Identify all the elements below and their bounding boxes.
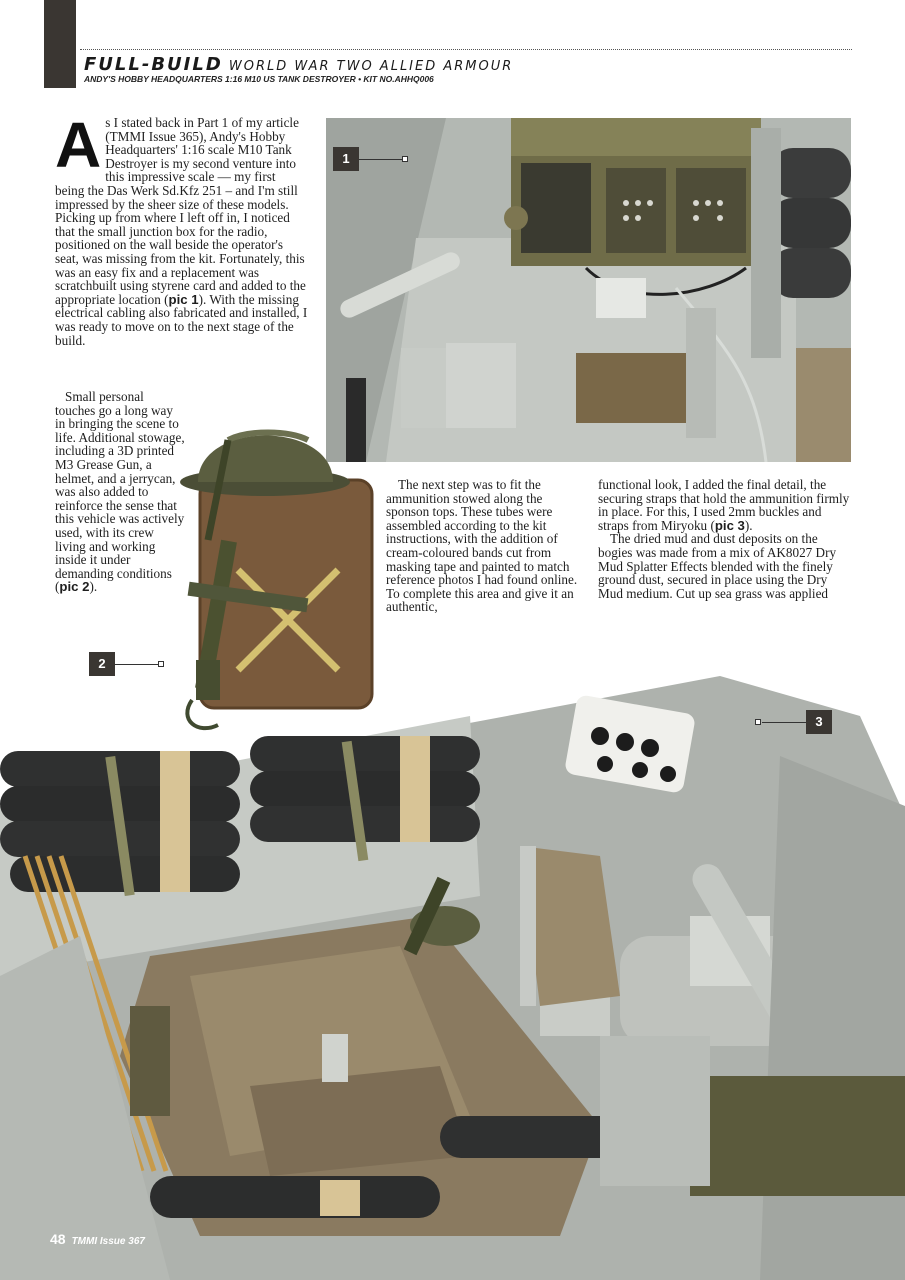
pic-ref-1: pic 1 — [168, 291, 199, 307]
magazine-issue: TMMI Issue 367 — [71, 1236, 145, 1247]
paragraph-straps-text: functional look, I added the final detail, the securing straps that hold the ammunition firmly in place. For this, I used 2mm buckles and straps from Miryoku ( — [598, 477, 850, 533]
paragraph-personal-touches-text: Small personal touches go a long way in bringing the scene to life. Additional stowage, including a 3D printed M3 Grease Gun, a helmet, and a jerrycan, was also added to reinforce the sense that this vehicle was actively used, with its crew living and working inside it under demanding conditions ( — [55, 389, 185, 595]
paragraph-intro-text: s I stated back in Part 1 of my article (TMMI Issue 365), Andy's Hobby Headquarters' 1:16 scale M10 Tank Destroyer is my second venture into this impressive scale — my first being the Das Werk Sd.Kfz 251 – and I'm still impressed by the sheer size of these models. Picking up from where I left off in, I noticed that the small junction box for the radio, positioned on the wall beside the operator's seat, was missing from the kit. Fortunately, this was an easy fix and a replacement was scratchbuilt using styrene card and added to the appropriate location ( — [55, 115, 306, 307]
page-subtitle: ANDY'S HOBBY HEADQUARTERS 1:16 M10 US TANK DESTROYER • KIT NO.AHHQ006 — [84, 74, 434, 84]
page-footer — [50, 1231, 145, 1247]
page-title — [84, 54, 513, 75]
callout-line-2 — [115, 664, 159, 665]
section-subject: WORLD WAR TWO ALLIED ARMOUR — [228, 59, 514, 74]
side-tab-top — [44, 0, 76, 88]
paragraph-personal-touches-end: ). — [89, 579, 98, 595]
callout-dot-1 — [402, 156, 408, 162]
article-column-1 — [55, 109, 308, 348]
paragraph-mud: The dried mud and dust deposits on the bogies was made from a mix of AK8027 Dry Mud Splatter Effects blended with the finely ground dust, secured in place using the Dry Mud medium. Cut up sea grass was applied — [598, 531, 837, 601]
callout-dot-2 — [158, 661, 164, 667]
callout-line-3 — [762, 722, 806, 723]
pic-ref-2: pic 2 — [59, 579, 90, 595]
article-column-1-lower — [55, 390, 185, 594]
photo-radio-compartment — [326, 118, 851, 462]
callout-pic-3: 3 — [806, 710, 832, 734]
paragraph-intro-end: ). With the missing electrical cabling also fabricated and installed, I was ready to move on to the next stage of the build. — [55, 291, 308, 348]
paragraph-intro — [55, 109, 308, 348]
section-label: FULL-BUILD — [84, 54, 223, 75]
article-column-3 — [598, 478, 853, 600]
callout-pic-2: 2 — [89, 652, 115, 676]
paragraph-straps — [598, 478, 853, 532]
header-rule — [80, 49, 852, 50]
paragraph-personal-touches — [55, 390, 185, 594]
callout-pic-1: 1 — [333, 147, 359, 171]
callout-dot-3 — [755, 719, 761, 725]
drop-cap: A — [55, 109, 102, 181]
photo-fighting-compartment — [0, 676, 905, 1280]
pic-ref-3: pic 3 — [714, 517, 745, 533]
article-column-2 — [386, 478, 582, 614]
callout-line-1 — [359, 159, 403, 160]
paragraph-straps-end: ). — [744, 517, 753, 533]
paragraph-ammunition: The next step was to fit the ammunition stowed along the sponson tops. These tubes were assembled according to the kit instructions, with the addition of cream-coloured bands cut from masking tape and painted to match reference photos I had found online. To complete this area and give it an authentic, — [386, 477, 578, 615]
page-number: 48 — [50, 1231, 66, 1247]
